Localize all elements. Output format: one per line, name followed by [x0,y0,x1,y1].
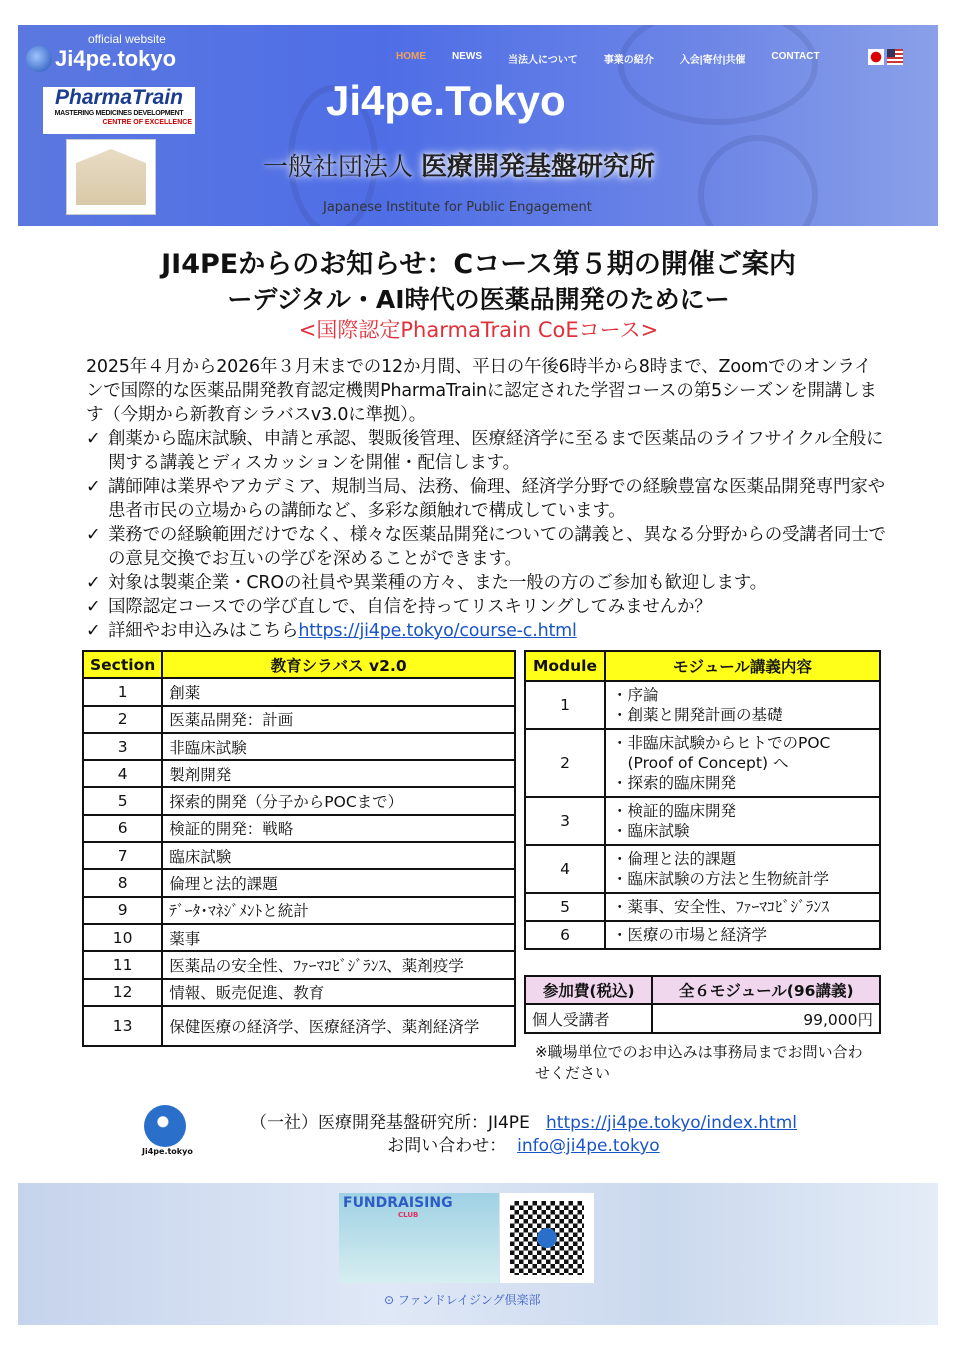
intro-section [86,355,886,643]
fee-note: ※職場単位でのお申込みは事務局までお問い合わせください [535,1043,863,1082]
table-row [525,729,880,797]
banner-org-en: Japanese Institute for Public Engagement [323,200,592,215]
module-content: ・倫理と法的課題 ・臨床試験の方法と生物統計学 [605,845,880,893]
table-row [83,951,515,978]
header-content: モジュール講義内容 [605,651,880,681]
nav-home[interactable]: HOME [396,51,426,62]
section-title: 医薬品の安全性、ﾌｧｰﾏｺﾋﾞｼﾞﾗﾝｽ、薬剤疫学 [162,951,515,978]
module-content: ・医療の市場と経済学 [605,921,880,949]
nav-news[interactable]: NEWS [452,51,482,62]
course-link[interactable]: https://ji4pe.tokyo/course-c.html [298,621,577,641]
org-prefix: 一般社団法人 [263,152,414,181]
background-decoration [698,135,818,226]
section-number: 1 [83,678,162,705]
table-row [83,979,515,1006]
nav-join[interactable]: 入会|寄付|共催 [679,55,746,66]
list-item: ✓ 対象は製薬企業・CROの社員や異業種の方々、また一般の方のご参加も歓迎します。 [86,571,886,595]
us-flag-icon[interactable] [887,49,903,65]
table-row [83,924,515,951]
table-row [83,706,515,733]
section-number: 11 [83,951,162,978]
table-row [83,678,515,705]
contact-org: （一社）医療開発基盤研究所：JI4PE [249,1113,530,1133]
banner-title: Ji4pe.Tokyo [326,77,566,124]
section-number: 3 [83,733,162,760]
section-title: ﾃﾞｰﾀ･ﾏﾈｼﾞﾒﾝﾄと統計 [162,897,515,924]
section-number: 10 [83,924,162,951]
section-title: 非臨床試験 [162,733,515,760]
section-title: 探索的開発（分子からPOCまで） [162,787,515,814]
fundraising-link[interactable] [384,1293,541,1308]
list-item-detail [86,619,886,643]
module-number: 1 [525,681,605,729]
japan-flag-icon[interactable] [868,49,884,65]
syllabus-table [82,650,516,1047]
email-link[interactable]: info@ji4pe.tokyo [517,1136,660,1156]
table-row [525,681,880,729]
fund-sub: CLUB [398,1211,419,1219]
table-row [83,815,515,842]
section-title: 薬事 [162,924,515,951]
banner-org [263,151,655,183]
table-row [83,869,515,896]
nav-business[interactable]: 事業の紹介 [603,55,654,66]
site-logo[interactable] [26,33,176,72]
table-row [83,897,515,924]
list-item: ✓ 国際認定コースでの学び直しで、自信を持ってリスキリングしてみませんか？ [86,595,886,619]
section-title: 検証的開発：戦略 [162,815,515,842]
nav-contact[interactable]: CONTACT [771,51,820,62]
module-number: 6 [525,921,605,949]
fee-header-value: 全６モジュール(96講義) [652,976,880,1004]
fee-header-label: 参加費(税込) [525,976,652,1004]
table-row [525,797,880,845]
main-nav [396,51,820,66]
section-number: 9 [83,897,162,924]
module-content: ・検証的臨床開発 ・臨床試験 [605,797,880,845]
section-number: 4 [83,760,162,787]
page-tagline: <国際認定PharmaTrain CoEコース> [298,318,659,342]
section-number: 7 [83,842,162,869]
list-item: ✓ 業務での経験範囲だけでなく、様々な医薬品開発についての講義と、異なる分野からの受講者同士での意見交換でお互いの学びを深めることができます。 [86,523,886,571]
bullet-list [86,427,886,643]
org-name: 医療開発基盤研究所 [420,152,655,182]
module-number: 2 [525,729,605,797]
header-module: Module [525,651,605,681]
globe-icon [26,46,52,72]
fee-table [524,975,881,1034]
pharmatrain-logo [43,87,195,134]
section-title: 臨床試験 [162,842,515,869]
fundraising-image[interactable] [339,1193,499,1283]
logo-subtext: official website [88,32,166,46]
module-content: ・序論 ・創薬と開発計画の基礎 [605,681,880,729]
table-row [83,787,515,814]
intro-text: 2025年４月から2026年３月末までの12か月間、平日の午後6時半から8時まで、Zoomでのオンラインで国際的な医薬品開発教育認定機関PharmaTrainに認定された学習コースの第5シーズンを開講します（今期から新教育シラバスv3.0に準拠）。 [86,357,877,425]
section-number: 2 [83,706,162,733]
module-content: ・非臨床試験からヒトでのPOC (Proof of Concept) へ ・探索的臨床開発 [605,729,880,797]
module-number: 5 [525,893,605,921]
module-number: 4 [525,845,605,893]
pharmatrain-name: PharmaTrain [55,86,183,109]
section-title: 保健医療の経済学、医療経済学、薬剤経済学 [162,1006,515,1046]
inquiry-label: お問い合わせ： [387,1136,507,1156]
module-table [524,650,881,950]
table-row [525,921,880,949]
table-row [525,845,880,893]
temple-logo [66,139,156,215]
footer-banner [18,1183,938,1325]
background-decoration [618,25,818,125]
table-row [83,842,515,869]
fundraising-link-text: ファンドレイジング倶楽部 [397,1293,541,1307]
header-syllabus: 教育シラバス v2.0 [162,651,515,678]
logo-main [26,46,176,72]
fund-title: FUNDRAISING [343,1195,453,1211]
module-content: ・薬事、安全性、ﾌｧｰﾏｺﾋﾞｼﾞﾗﾝｽ [605,893,880,921]
page-title: JI4PEからのお知らせ：Cコース第５期の開催ご案内 [161,249,796,280]
footer-logo-text: Ji4pe.tokyo [142,1147,193,1156]
section-number: 13 [83,1006,162,1046]
qr-code [500,1193,594,1283]
list-item: ✓ 講師陣は業界やアカデミア、規制当局、法務、倫理、経済学分野での経験豊富な医薬品開発専門家や患者市民の立場からの講師など、多彩な顔触れで構成しています。 [86,475,886,523]
section-number: 6 [83,815,162,842]
pharmatrain-line1: MASTERING MEDICINES DEVELOPMENT [54,110,184,117]
table-row [525,893,880,921]
table-row [83,733,515,760]
fee-category: 個人受講者 [525,1004,652,1033]
list-item: ✓ 創薬から臨床試験、申請と承認、製販後管理、医療経済学に至るまで医薬品のライフサイクル全般に関する講義とディスカッションを開催・配信します。 [86,427,886,475]
section-number: 8 [83,869,162,896]
section-title: 医薬品開発：計画 [162,706,515,733]
header-section: Section [83,651,162,678]
logo-text: Ji4pe.tokyo [55,46,177,71]
language-switch [868,49,903,65]
module-number: 3 [525,797,605,845]
section-title: 情報、販売促進、教育 [162,979,515,1006]
section-title: 製剤開発 [162,760,515,787]
header-banner [18,25,938,226]
section-number: 12 [83,979,162,1006]
table-row [83,760,515,787]
table-row [83,1006,515,1046]
website-link[interactable]: https://ji4pe.tokyo/index.html [546,1113,798,1133]
section-title: 倫理と法的課題 [162,869,515,896]
section-number: 5 [83,787,162,814]
nav-about[interactable]: 当法人について [508,55,578,66]
detail-text: 詳細やお申込みはこちら [108,621,299,641]
contact-block [0,1112,957,1158]
page-subtitle: ーデジタル・AI時代の医薬品開発のためにー [227,285,730,314]
pharmatrain-line2: CENTRE OF EXCELLENCE [102,119,192,126]
fee-amount: 99,000円 [652,1004,880,1033]
chevron-right-icon: ⊙ [384,1293,398,1307]
section-title: 創薬 [162,678,515,705]
